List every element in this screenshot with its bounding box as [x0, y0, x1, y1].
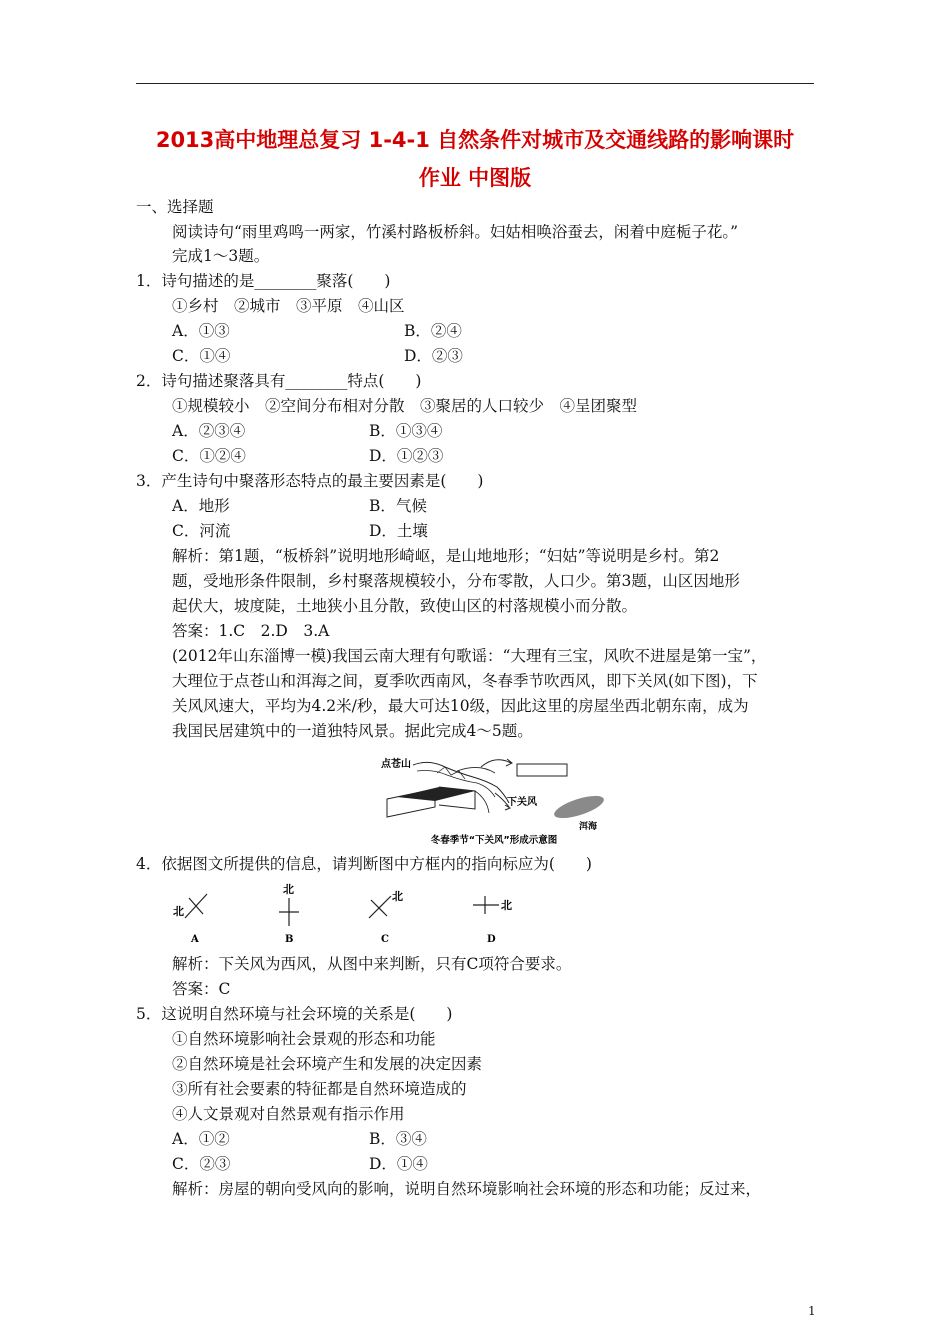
statement-1: ①自然环境影响社会景观的形态和功能 [172, 1030, 436, 1048]
answer-line: 答案：1.C 2.D 3.A [172, 622, 330, 640]
indicator-label: B [285, 934, 294, 945]
question-items: ①规模较小 ②空间分布相对分散 ③聚居的人口较少 ④呈团聚型 [172, 397, 638, 415]
analysis-line: 起伏大，坡度陡，土地狭小且分散，致使山区的村落规模小而分散。 [172, 597, 638, 615]
passage-line: 大理位于点苍山和洱海之间，夏季吹西南风，冬春季节吹西风，即下关风(如下图)，下 [172, 672, 758, 690]
statement-3: ③所有社会要素的特征都是自然环境造成的 [172, 1080, 467, 1098]
indicator-label: C [381, 934, 389, 945]
figure-caption: 冬春季节“下关风”形成示意图 [430, 835, 558, 845]
analysis-line: 解析：下关风为西风，从图中来判断，只有C项符合要求。 [172, 955, 572, 973]
option-a: A．地形 [172, 497, 230, 515]
header-rule [136, 83, 814, 84]
option-c-indicator [369, 890, 403, 945]
question-items: ①乡村 ②城市 ③平原 ④山区 [172, 297, 405, 315]
option-d: D．①②③ [369, 447, 444, 465]
passage-line: 关风风速大，平均为4.2米/秒，最大可达10级，因此这里的房屋坐西北朝东南，成为 [172, 697, 749, 715]
option-d: D．土壤 [369, 522, 428, 540]
option-d-indicator [473, 896, 512, 945]
statement-2: ②自然环境是社会环境产生和发展的决定因素 [172, 1055, 483, 1073]
option-a-indicator [173, 894, 207, 945]
question-5: 5．这说明自然环境与社会环境的关系是( ) [136, 1005, 453, 1023]
north-label: 北 [173, 905, 184, 918]
option-a: A．①② [172, 1130, 230, 1148]
indicator-label: D [487, 934, 496, 945]
text-line: 阅读诗句“雨里鸡鸣一两家，竹溪村路板桥斜。妇姑相唤浴蚕去，闲着中庭栀子花。” [172, 223, 739, 241]
option-c: C．①④ [172, 347, 231, 365]
option-d: D．②③ [404, 347, 463, 365]
analysis-line: 解析：第1题，“板桥斜”说明地形崎岖，是山地地形；“妇姑”等说明是乡村。第2 [172, 547, 720, 565]
text-line: 完成1～3题。 [172, 247, 270, 265]
answer-line: 答案：C [172, 980, 231, 998]
option-b: B．气候 [369, 497, 427, 515]
indicator-label: A [191, 934, 199, 945]
figure-label-lake: 洱海 [579, 822, 598, 832]
question-1: 1．诗句描述的是________聚落( ) [136, 272, 391, 290]
figure-label-mountain: 点苍山 [381, 759, 411, 770]
option-a: A．②③④ [172, 422, 246, 440]
question-3: 3．产生诗句中聚落形态特点的最主要因素是( ) [136, 472, 484, 490]
doc-title-line1: 2013高中地理总复习 1-4-1 自然条件对城市及交通线路的影响课时 [155, 128, 795, 152]
option-b: B．③④ [369, 1130, 427, 1148]
page-number: 1 [808, 1304, 816, 1318]
passage-line: 我国民居建筑中的一道独特风景。据此完成4～5题。 [172, 722, 533, 740]
north-label: 北 [392, 890, 403, 903]
section-heading: 一、选择题 [136, 198, 214, 216]
question-4: 4．依据图文所提供的信息，请判断图中方框内的指向标应为( ) [136, 855, 592, 873]
doc-title-line2: 作业 中图版 [418, 166, 532, 190]
north-label: 北 [501, 899, 512, 912]
erhai-lake [552, 791, 606, 822]
option-c: C．②③ [172, 1155, 231, 1173]
direction-options [165, 880, 545, 950]
direction-box [517, 764, 567, 776]
option-d: D．①④ [369, 1155, 428, 1173]
option-c: C．①②④ [172, 447, 246, 465]
xiaguan-wind-figure [377, 753, 611, 845]
statement-4: ④人文景观对自然景观有指示作用 [172, 1105, 405, 1123]
option-c: C．河流 [172, 522, 231, 540]
question-2: 2．诗句描述聚落具有________特点( ) [136, 372, 422, 390]
option-b: B．②④ [404, 322, 462, 340]
option-a: A．①③ [172, 322, 230, 340]
passage-line: (2012年山东淄博一模)我国云南大理有句歌谣：“大理有三宝，风吹不进屋是第一宝”， [172, 647, 767, 665]
option-b-indicator [279, 883, 299, 945]
north-label: 北 [283, 883, 294, 896]
analysis-line: 题，受地形条件限制，乡村聚落规模较小，分布零散，人口少。第3题，山区因地形 [172, 572, 740, 590]
figure-label-wind: 下关风 [507, 797, 537, 808]
option-b: B．①③④ [369, 422, 443, 440]
analysis-line: 解析：房屋的朝向受风向的影响，说明自然环境影响社会环境的形态和功能；反过来， [172, 1180, 762, 1198]
